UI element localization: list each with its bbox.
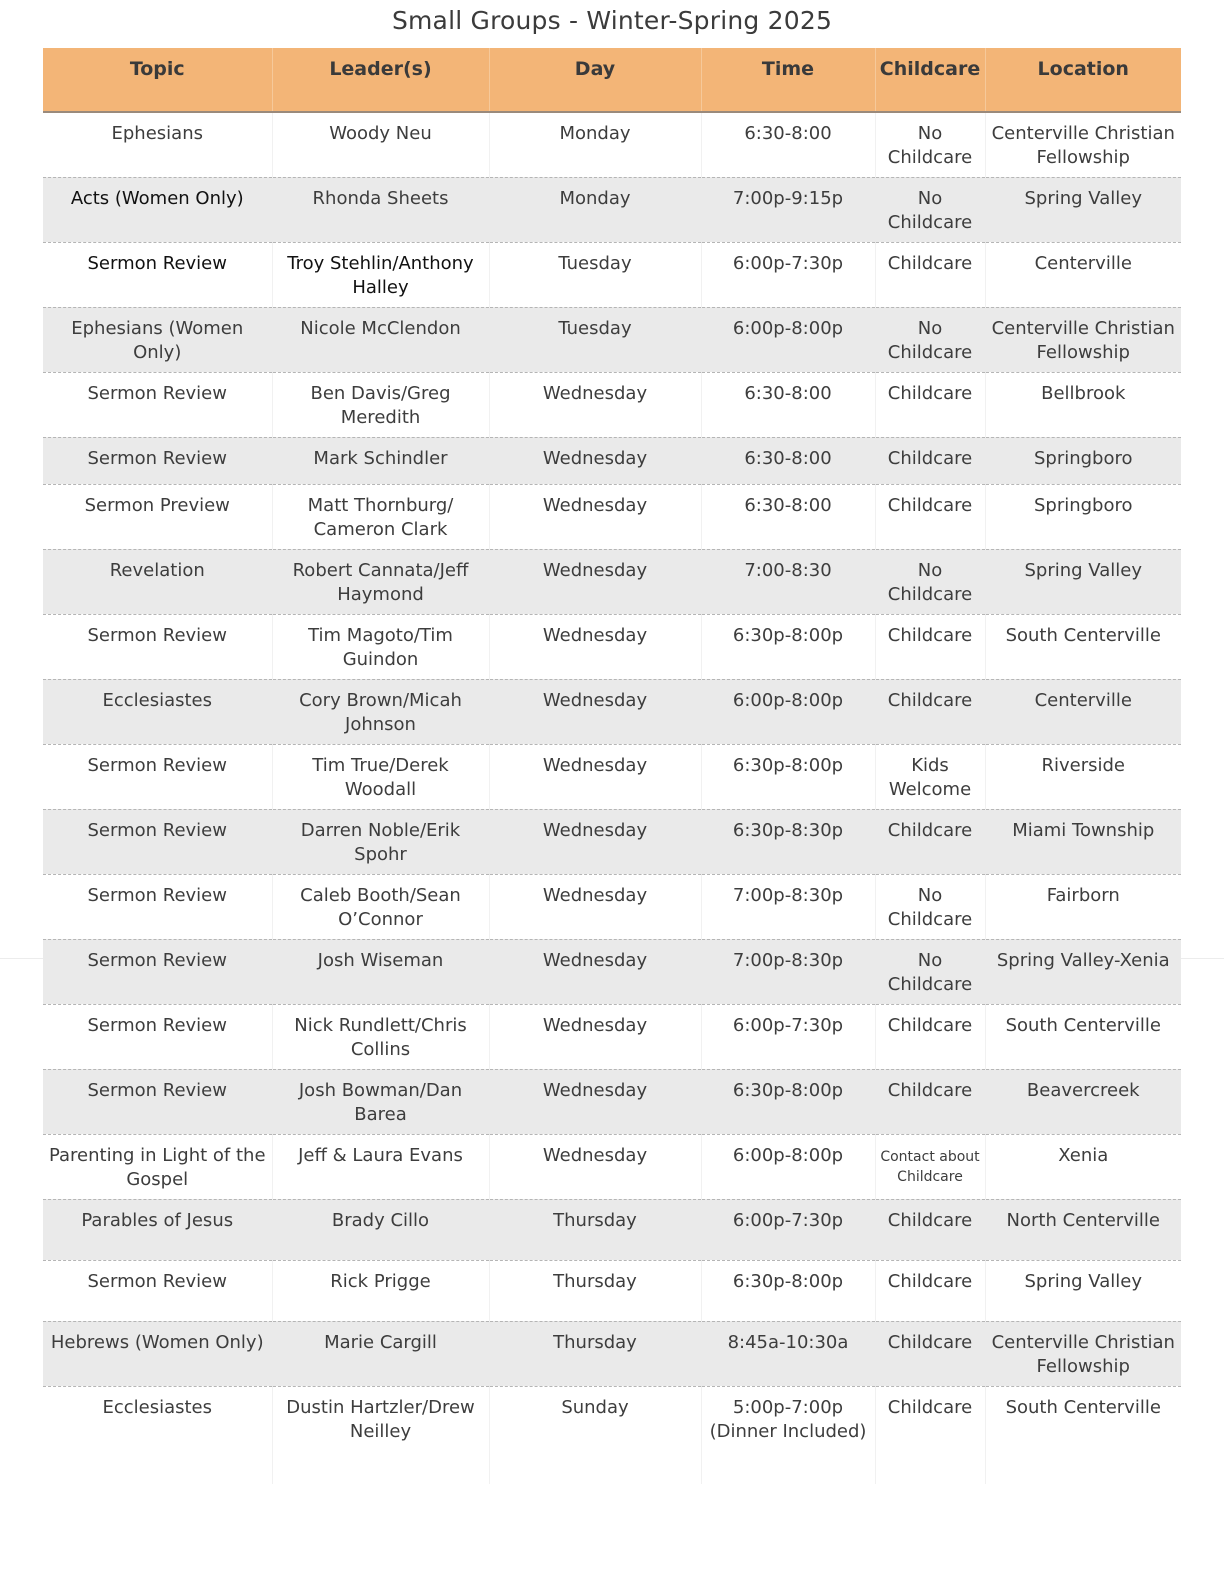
- table-row: [43, 549, 1181, 614]
- cell-location: Spring Valley: [985, 177, 1181, 242]
- cell-time: 6:00p-7:30p: [701, 1199, 875, 1260]
- cell-childcare: No Childcare: [875, 177, 985, 242]
- cell-day: Wednesday: [489, 372, 701, 437]
- cell-leaders: Troy Stehlin/Anthony Halley: [272, 242, 489, 307]
- cell-day: Wednesday: [489, 1134, 701, 1199]
- cell-day: Wednesday: [489, 809, 701, 874]
- cell-time: 6:00p-8:00p: [701, 1134, 875, 1199]
- column-header-time: Time: [701, 48, 875, 112]
- cell-leaders: Marie Cargill: [272, 1321, 489, 1386]
- cell-day: Wednesday: [489, 484, 701, 549]
- cell-leaders: Ben Davis/Greg Meredith: [272, 372, 489, 437]
- table-row: [43, 744, 1181, 809]
- cell-topic: Sermon Preview: [43, 484, 272, 549]
- cell-time: 6:30p-8:30p: [701, 809, 875, 874]
- cell-time: 6:00p-8:00p: [701, 307, 875, 372]
- cell-topic: Sermon Review: [43, 874, 272, 939]
- cell-childcare: Childcare: [875, 1260, 985, 1321]
- cell-time: 6:30-8:00: [701, 112, 875, 177]
- cell-topic: Sermon Review: [43, 1004, 272, 1069]
- table-row: [43, 614, 1181, 679]
- cell-childcare: No Childcare: [875, 549, 985, 614]
- cell-topic: Sermon Review: [43, 1069, 272, 1134]
- cell-location: Centerville Christian Fellowship: [985, 112, 1181, 177]
- cell-day: Wednesday: [489, 679, 701, 744]
- cell-day: Wednesday: [489, 614, 701, 679]
- cell-location: South Centerville: [985, 614, 1181, 679]
- cell-leaders: Robert Cannata/Jeff Haymond: [272, 549, 489, 614]
- cell-location: Spring Valley: [985, 1260, 1181, 1321]
- cell-leaders: Woody Neu: [272, 112, 489, 177]
- cell-leaders: Cory Brown/Micah Johnson: [272, 679, 489, 744]
- cell-day: Wednesday: [489, 1004, 701, 1069]
- cell-location: Miami Township: [985, 809, 1181, 874]
- cell-time: 6:30p-8:00p: [701, 744, 875, 809]
- cell-topic: Ephesians (Women Only): [43, 307, 272, 372]
- column-header-childcare: Childcare: [875, 48, 985, 112]
- cell-leaders: Mark Schindler: [272, 437, 489, 484]
- cell-location: Spring Valley: [985, 549, 1181, 614]
- cell-childcare: No Childcare: [875, 874, 985, 939]
- cell-time: 6:30p-8:00p: [701, 614, 875, 679]
- cell-day: Wednesday: [489, 874, 701, 939]
- cell-leaders: Darren Noble/Erik Spohr: [272, 809, 489, 874]
- cell-childcare: Childcare: [875, 242, 985, 307]
- cell-day: Monday: [489, 112, 701, 177]
- column-header-topic: Topic: [43, 48, 272, 112]
- cell-childcare: Childcare: [875, 614, 985, 679]
- cell-time: 6:00p-8:00p: [701, 679, 875, 744]
- cell-day: Sunday: [489, 1386, 701, 1484]
- cell-childcare: Childcare: [875, 1004, 985, 1069]
- cell-topic: Ecclesiastes: [43, 679, 272, 744]
- page-title: Small Groups - Winter-Spring 2025: [391, 6, 833, 35]
- cell-time: 7:00p-9:15p: [701, 177, 875, 242]
- cell-childcare: No Childcare: [875, 939, 985, 1004]
- cell-leaders: Rhonda Sheets: [272, 177, 489, 242]
- table-row: [43, 242, 1181, 307]
- cell-childcare: Childcare: [875, 1321, 985, 1386]
- cell-location: Centerville: [985, 242, 1181, 307]
- cell-topic: Sermon Review: [43, 744, 272, 809]
- cell-childcare: Childcare: [875, 372, 985, 437]
- cell-day: Tuesday: [489, 242, 701, 307]
- cell-childcare: Contact about Childcare: [875, 1134, 985, 1199]
- table-row: [43, 372, 1181, 437]
- table-row: [43, 874, 1181, 939]
- cell-topic: Ecclesiastes: [102, 1396, 213, 1418]
- cell-topic: Sermon Review: [43, 372, 272, 437]
- cell-leaders: Josh Bowman/Dan Barea: [272, 1069, 489, 1134]
- cell-location: Spring Valley-Xenia: [985, 939, 1181, 1004]
- cell-childcare: No Childcare: [875, 112, 985, 177]
- cell-childcare: Childcare: [875, 1199, 985, 1260]
- cell-childcare: Childcare: [875, 1386, 985, 1484]
- cell-time: 7:00-8:30: [701, 549, 875, 614]
- cell-leaders: Caleb Booth/Sean O’Connor: [272, 874, 489, 939]
- table-row: [43, 679, 1181, 744]
- cell-day: Wednesday: [489, 549, 701, 614]
- cell-time: 6:30-8:00: [701, 437, 875, 484]
- cell-location: Springboro: [985, 484, 1181, 549]
- cell-topic: Sermon Review: [43, 809, 272, 874]
- cell-time: 6:30p-8:00p: [701, 1069, 875, 1134]
- table-header-row: [43, 48, 1181, 112]
- column-header-leaders: Leader(s): [272, 48, 489, 112]
- cell-day: Tuesday: [489, 307, 701, 372]
- column-header-day: Day: [489, 48, 701, 112]
- table-row: [43, 177, 1181, 242]
- cell-topic: Sermon Review: [43, 614, 272, 679]
- table-row: [43, 112, 1181, 177]
- column-header-location: Location: [985, 48, 1181, 112]
- cell-time: 8:45a-10:30a: [701, 1321, 875, 1386]
- cell-childcare: Childcare: [875, 809, 985, 874]
- table-row: [43, 1386, 1181, 1484]
- cell-leaders: Brady Cillo: [272, 1199, 489, 1260]
- cell-topic: Acts (Women Only): [43, 177, 272, 242]
- cell-location: Centerville Christian Fellowship: [985, 1321, 1181, 1386]
- cell-topic: Sermon Review: [43, 437, 272, 484]
- cell-location: Beavercreek: [985, 1069, 1181, 1134]
- cell-childcare: Childcare: [875, 679, 985, 744]
- cell-leaders: Tim Magoto/Tim Guindon: [272, 614, 489, 679]
- cell-childcare: Kids Welcome: [875, 744, 985, 809]
- table-row: [43, 437, 1181, 484]
- cell-day: Thursday: [489, 1321, 701, 1386]
- cell-day: Wednesday: [489, 437, 701, 484]
- small-groups-table: [43, 48, 1181, 1484]
- cell-topic: Sermon Review: [43, 242, 272, 307]
- cell-time: 7:00p-8:30p: [701, 874, 875, 939]
- cell-topic: Sermon Review: [43, 939, 272, 1004]
- cell-location: Centerville: [985, 679, 1181, 744]
- cell-time: 6:30-8:00: [701, 372, 875, 437]
- cell-location: Fairborn: [985, 874, 1181, 939]
- cell-location: Bellbrook: [985, 372, 1181, 437]
- table-row: [43, 809, 1181, 874]
- cell-childcare: Childcare: [875, 437, 985, 484]
- cell-location: Riverside: [985, 744, 1181, 809]
- table-row: [43, 1134, 1181, 1199]
- cell-location: Springboro: [985, 437, 1181, 484]
- cell-time: 6:00p-7:30p: [701, 242, 875, 307]
- table-row: [43, 307, 1181, 372]
- table-row: [43, 1260, 1181, 1321]
- cell-leaders: Jeff & Laura Evans: [272, 1134, 489, 1199]
- cell-topic: Ephesians: [43, 112, 272, 177]
- cell-location: Centerville Christian Fellowship: [985, 307, 1181, 372]
- cell-topic: Revelation: [43, 549, 272, 614]
- cell-location: Xenia: [985, 1134, 1181, 1199]
- table-row: [43, 939, 1181, 1004]
- cell-childcare: No Childcare: [875, 307, 985, 372]
- cell-childcare: Childcare: [875, 1069, 985, 1134]
- table-row: [43, 1321, 1181, 1386]
- cell-leaders: Josh Wiseman: [272, 939, 489, 1004]
- cell-location: South Centerville: [985, 1386, 1181, 1484]
- cell-topic: Hebrews (Women Only): [43, 1321, 272, 1386]
- cell-childcare: Childcare: [875, 484, 985, 549]
- cell-leaders: Tim True/Derek Woodall: [272, 744, 489, 809]
- table-row: [43, 1199, 1181, 1260]
- cell-day: Wednesday: [489, 744, 701, 809]
- cell-location: South Centerville: [985, 1004, 1181, 1069]
- cell-day: Monday: [489, 177, 701, 242]
- cell-time: 7:00p-8:30p: [701, 939, 875, 1004]
- cell-time: 6:00p-7:30p: [701, 1004, 875, 1069]
- cell-time: 6:30p-8:00p: [701, 1260, 875, 1321]
- cell-day: Wednesday: [489, 1069, 701, 1134]
- cell-day: Thursday: [489, 1199, 701, 1260]
- cell-leaders: Dustin Hartzler/Drew Neilley: [272, 1386, 489, 1484]
- cell-leaders: Matt Thornburg/ Cameron Clark: [272, 484, 489, 549]
- cell-leaders: Rick Prigge: [272, 1260, 489, 1321]
- cell-topic: Sermon Review: [43, 1260, 272, 1321]
- table-row: [43, 1004, 1181, 1069]
- cell-time: 6:30-8:00: [701, 484, 875, 549]
- cell-location: North Centerville: [985, 1199, 1181, 1260]
- table-row: [43, 1069, 1181, 1134]
- table-row: [43, 484, 1181, 549]
- cell-topic: Parables of Jesus: [43, 1199, 272, 1260]
- cell-leaders: Nicole McClendon: [272, 307, 489, 372]
- cell-day: Wednesday: [489, 939, 701, 1004]
- cell-day: Thursday: [489, 1260, 701, 1321]
- cell-time: 5:00p-7:00p (Dinner Included): [701, 1386, 875, 1484]
- cell-leaders: Nick Rundlett/Chris Collins: [272, 1004, 489, 1069]
- cell-topic: Parenting in Light of the Gospel: [43, 1134, 272, 1199]
